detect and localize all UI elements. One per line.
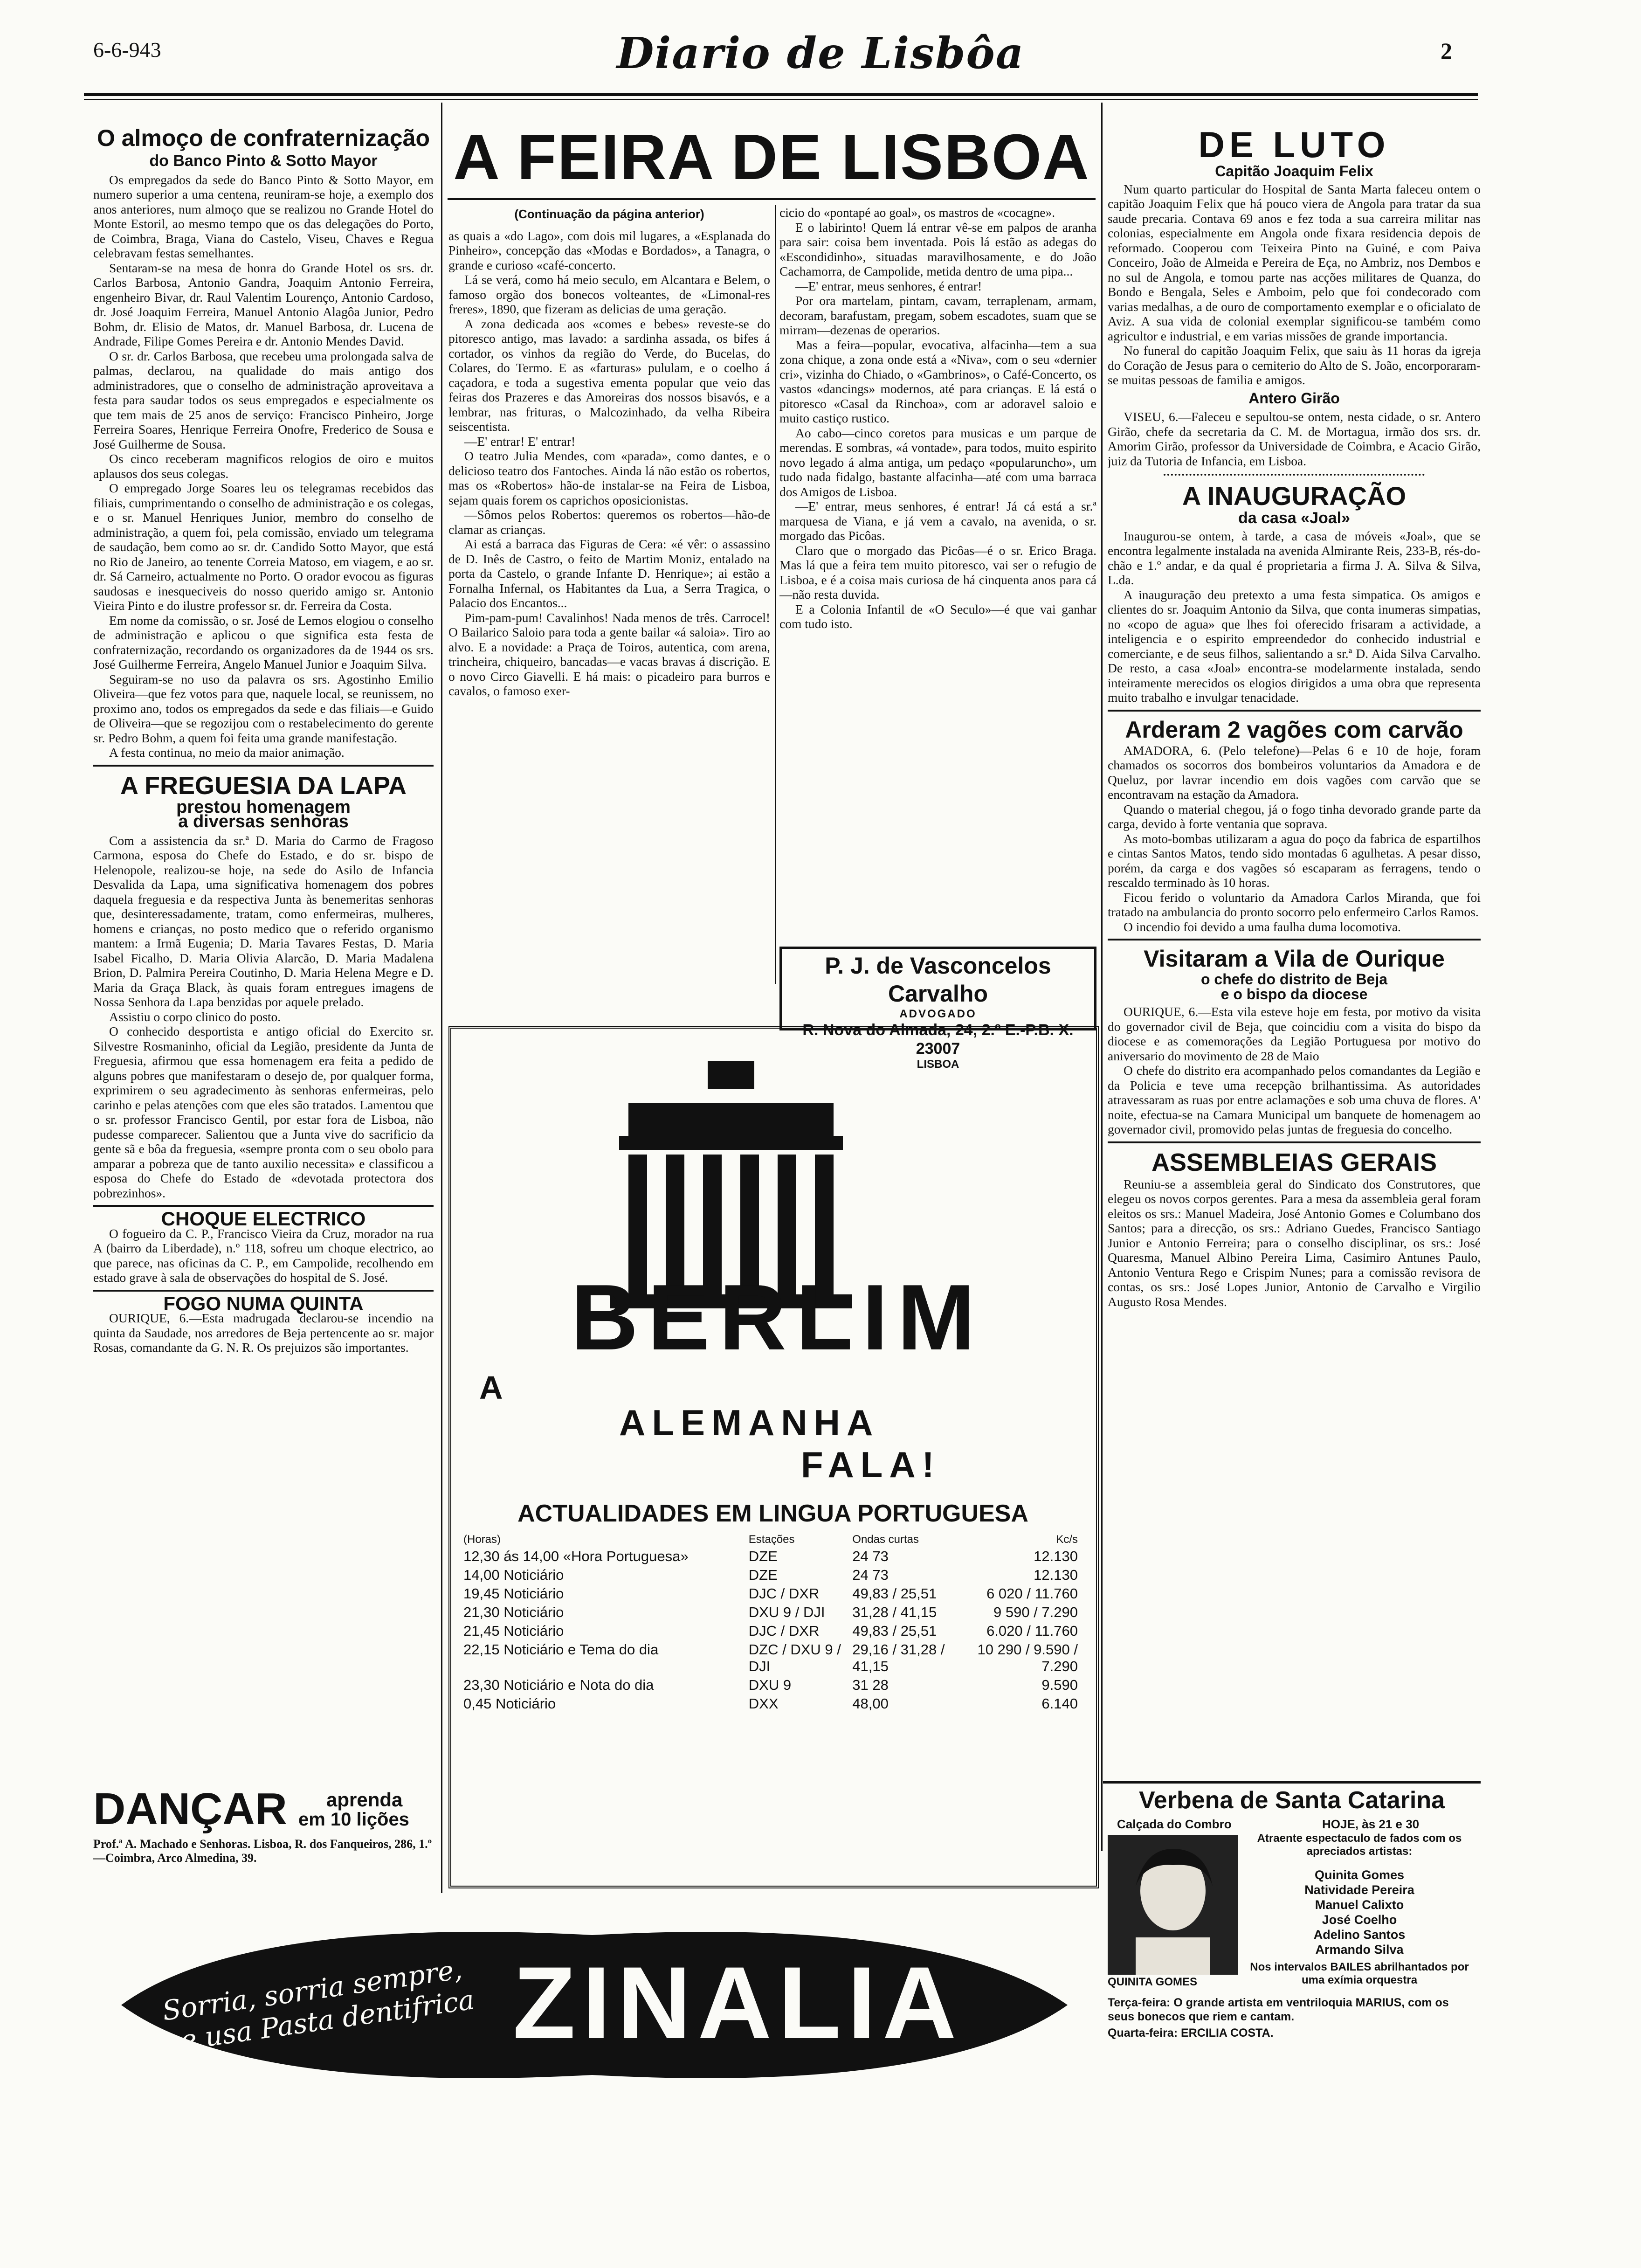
paragraph: Inaugurou-se ontem, à tarde, a casa de móveis «Joal», que se encontra legalmente instalada na avenida Almirante Reis, 233-B, rés-do-chão e 1.º andar, e da qual é proprietaria a firma J. A. Silva & Silva, L.da. bbox=[1108, 528, 1481, 587]
paragraph: A zona dedicada aos «comes e bebes» reveste-se do pitoresco antigo, mas lavado: a sardinha assada, os bifes á cortador, os vinhos da região do Verde, do Bucelas, do Colares, do Termo. E as «farturas» pululam, e o coelho á caçadora, e toda a sugestiva ementa popular que veio das feiras dos Prazeres e das Amoreiras dos nossos bisavós, e a lembrar, nas frituras, o Malcozinhado, da velha Ribeira seiscentista. bbox=[448, 316, 770, 434]
article-title: Visitaram a Vila de Ourique bbox=[1144, 946, 1445, 972]
article-subtitle: do Banco Pinto & Sotto Mayor bbox=[149, 152, 378, 170]
left-column bbox=[93, 125, 434, 1766]
masthead-title: Diario de Lisbôa bbox=[616, 28, 1025, 78]
paragraph: O chefe do distrito era acompanhado pelos comandantes da Legião e da Policia e teve uma recepção brilhantissima. As autoridades atravessaram as ruas por entre aclamações e sob uma chuva de flores. A' noite, efectua-se na Camara Municipal um banquete de homenagem ao governador civil, promovido pelas juntas de freguesia do concelho. bbox=[1108, 1063, 1481, 1136]
paragraph: —E' entrar! E' entrar! bbox=[464, 434, 576, 449]
paragraph: Ficou ferido o voluntario da Amadora Carlos Miranda, que foi tratado na ambulancia do pronto socorro pelo enfermeiro Carlos Ramos. bbox=[1108, 890, 1481, 919]
verbena-title: Verbena de Santa Catarina bbox=[1138, 1787, 1445, 1814]
paragraph: O fogueiro da C. P., Francisco Vieira da Cruz, morador na rua A (bairro da Liberdade), n.º 118, sofreu um choque electrico, ao que parece, nas oficinas da C. P., em Campolide, recolhendo em estado grave à sala de observações do hospital de S. José. bbox=[93, 1226, 434, 1285]
table-header-row bbox=[461, 1532, 1081, 1547]
cell: 10 290 / 9.590 / 7.290 bbox=[977, 1641, 1078, 1674]
paragraph: Assistiu o corpo clinico do posto. bbox=[109, 1009, 281, 1024]
cell: 12.130 bbox=[1034, 1567, 1078, 1583]
cell: 23,30 Noticiário e Nota do dia bbox=[463, 1677, 654, 1693]
paragraph: OURIQUE, 6.—Esta vila esteve hoje em festa, por motivo da visita do governador civil de Beja, que coincidiu com a visita do bispo da diocese e as comemorações da Legião Portuguesa por motivo do aniversario do movimento de 28 de Maio bbox=[1108, 1004, 1481, 1063]
paragraph: O sr. dr. Carlos Barbosa, que recebeu uma prolongada salva de palmas, declarou, na qualidade do mais antigo dos administradores, que o conselho de administração aproveitava a festa para saudar todos os seus empregados e especialmente os que tem mais de 25 anos de serviço: Francisco Pinheiro, Jorge Ferreira Soares, Henrique Ferreira Onofre, Frederico de Sousa e José Guilherme de Sousa. bbox=[93, 348, 434, 451]
table-row bbox=[461, 1676, 1081, 1694]
ad-small-line: aprenda bbox=[326, 1789, 403, 1811]
article-subtitle: e o bispo da diocese bbox=[1220, 985, 1368, 1003]
list-item: Natividade Pereira bbox=[1304, 1883, 1414, 1897]
cell: DJC / DXR bbox=[748, 1623, 820, 1639]
cell: 49,83 / 25,51 bbox=[852, 1623, 937, 1639]
list-item: Armando Silva bbox=[1315, 1943, 1404, 1957]
paragraph: Lá se verá, como há meio seculo, em Alcantara e Belem, o famoso orgão dos bonecos volteantes, de «Limonal-res freres», 1890, que fizeram as delicias de uma geração. bbox=[448, 272, 770, 316]
ad-address: Prof.ª A. Machado e Senhoras. Lisboa, R. dos Fanqueiros, 286, 1.º—Coimbra, Arco Almedina, 39. bbox=[93, 1837, 432, 1865]
paragraph: Por ora martelam, pintam, cavam, terraplenam, armam, decoram, barafustam, pregam, sobem escadotes, suam que se mirram—dezenas de operarios. bbox=[779, 293, 1096, 337]
ad-headline: DANÇAR bbox=[93, 1784, 287, 1834]
cell: 21,45 Noticiário bbox=[463, 1623, 564, 1639]
table-row bbox=[461, 1640, 1081, 1676]
cell: 9.590 bbox=[1041, 1677, 1078, 1693]
paragraph: Seguiram-se no uso da palavra os srs. Agostinho Emilio Oliveira—que fez votos para que, naquele local, se reunissem, no proximo ano, todos os empregados da sede e das filiais—e Guido de Oliveira—que se regozijou com o restabelecimento do gerente sr. Pedro Bohm, a quem foi feita uma grande manifestação. bbox=[93, 671, 434, 745]
dance-lessons-ad bbox=[93, 1786, 434, 1872]
header-rule bbox=[84, 93, 1478, 96]
berlin-radio-ad bbox=[448, 1026, 1099, 1888]
article-title: CHOQUE ELECTRICO bbox=[161, 1208, 366, 1230]
berlin-headline: BERLIM bbox=[571, 1265, 985, 1369]
lawyer-ad bbox=[779, 947, 1096, 1071]
article-title: A INAUGURAÇÃO bbox=[1182, 481, 1407, 511]
zinalia-slogan: Sorria, sorria sempre, se usa Pasta dentifrica bbox=[160, 1953, 476, 2059]
article-subtitle: Capitão Joaquim Felix bbox=[1215, 163, 1373, 180]
verbena-tuesday: Terça-feira: O grande artista em ventriloquia MARIUS, com os seus bonecos que riem e cantam. bbox=[1108, 1996, 1449, 2023]
paragraph: O incendio foi devido a uma faulha duma locomotiva. bbox=[1124, 919, 1401, 934]
divider bbox=[93, 765, 434, 767]
verbena-wednesday: Quarta-feira: ERCILIA COSTA. bbox=[1108, 2026, 1274, 2040]
paragraph: As moto-bombas utilizaram a agua do poço da fabrica de espartilhos e cintas Santos Matos, tendo sido montadas 6 agulhetas. A pesar disso, porém, da carga e dos vagões só escaparam as ferragens, tendo o rescaldo terminado às 10 horas. bbox=[1108, 831, 1481, 890]
zinalia-ad bbox=[103, 1907, 1086, 2103]
ad-small-line: em 10 lições bbox=[298, 1809, 409, 1830]
verbena-ad bbox=[1103, 1781, 1481, 2073]
cell: 21,30 Noticiário bbox=[463, 1604, 564, 1620]
schedule-table-wrapper bbox=[461, 1532, 1081, 1713]
cell: 31,28 / 41,15 bbox=[852, 1604, 937, 1620]
article-subtitle: da casa «Joal» bbox=[1238, 509, 1351, 527]
cell: 29,16 / 31,28 / 41,15 bbox=[852, 1641, 945, 1674]
divider bbox=[1108, 710, 1481, 712]
lawyer-address: R. Nova do Almada, 24, 2.º E.-P.B. X. 23007 bbox=[802, 1021, 1074, 1058]
lawyer-role: ADVOGADO bbox=[899, 1008, 977, 1020]
article-subtitle: o chefe do distrito de Beja bbox=[1200, 971, 1388, 988]
cell: 6.140 bbox=[1041, 1695, 1078, 1712]
verbena-hours: HOJE, às 21 e 30 bbox=[1322, 1817, 1420, 1831]
paragraph: E o labirinto! Quem lá entrar vê-se em palpos de aranha para sair: coisa bem inventada. Pois lá estão as adegas do «Escondidinho», situadas maravilhosamente, e do João Cachamorra, de Campolide, metida dentro de uma pipa... bbox=[779, 220, 1096, 278]
lawyer-city: LISBOA bbox=[917, 1058, 959, 1071]
berlin-line2: FALA! bbox=[801, 1444, 941, 1485]
col-header: Ondas curtas bbox=[852, 1533, 919, 1546]
paragraph: VISEU, 6.—Faleceu e sepultou-se ontem, nesta cidade, o sr. Antero Girão, chefe da secretaria da C. M. de Mortagua, irmão dos srs. dr. Amorim Girão, professor da Universidade de Coimbra, e Acacio Girão, juiz da Tutoria de Infancia, em Lisboa. bbox=[1108, 409, 1481, 468]
divider bbox=[1108, 939, 1481, 940]
berlin-a: A bbox=[479, 1369, 503, 1406]
col-header: Kc/s bbox=[1056, 1533, 1078, 1546]
cell: DZC / DXU 9 / DJI bbox=[748, 1641, 841, 1674]
cell: DZE bbox=[748, 1567, 778, 1583]
divider bbox=[1164, 474, 1425, 476]
cell: 9 590 / 7.290 bbox=[993, 1604, 1078, 1620]
paragraph: A inauguração deu pretexto a uma festa simpatica. Os amigos e clientes do sr. Joaquim Antonio da Silva, que conta inumeras simpatias, no «copo de agua» que lhes foi oferecido frisaram a actividade, a inteligencia e o espirito empreendedor do conhecido industrial e comerciante, e de seus filhos, salientando a sr.ª D. Aida Silva Carvalho. De resto, a casa «Joal» encontra-se modelarmente instalada, sendo inteiramente merecidos os elogios dirigidos a uma obra que representa muito trabalho e invulgar tenacidade. bbox=[1108, 587, 1481, 705]
cell: 14,00 Noticiário bbox=[463, 1567, 564, 1583]
schedule-heading: ACTUALIDADES EM LINGUA PORTUGUESA bbox=[517, 1500, 1028, 1527]
paragraph: O conhecido desportista e antigo oficial do Exercito sr. Silvestre Rosmaninho, oficial da Legião, presidente da Junta de Freguesia, afirmou que essa homenagem era feita a pedido de alguns pobres que manifestaram o desejo de, por qualquer forma, exprimirem o seu agradecimento às senhoras enfermeiras, pelo carinho e pelas atenções com que eles são tratados. Lamentou que o sr. professor Francisco Gentil, por estar fora de Lisboa, não pudesse comparecer. Salientou que a Junta vive do sacrificio da gente sã e bôa da freguesia, «sempre pronta com o seu obolo para amparar a pobreza que de tanto auxilio necessita» e classificou a esposa do Chefe do Estado de «devotada protectora dos pobrezinhos». bbox=[93, 1024, 434, 1200]
article-title: ASSEMBLEIAS GERAIS bbox=[1151, 1148, 1437, 1176]
paragraph: cicio do «pontapé ao goal», os mastros de «cocagne». bbox=[779, 205, 1055, 220]
paragraph: OURIQUE, 6.—Esta madrugada declarou-se incendio na quinta da Saudade, nos arredores de Beja pertencente ao sr. major Rosas, comandante da G. N. R. Os prejuizos são importantes. bbox=[93, 1311, 434, 1355]
cell: 24 73 bbox=[852, 1567, 889, 1583]
feature-column-a bbox=[448, 205, 770, 984]
paragraph: O empregado Jorge Soares leu os telegramas recebidos das filiais, cumprimentando o conselho de administração e os colegas, e o sr. Manuel Henriques Junior, membro do conselho de administração, a quem foi, pela comissão, enviado um telegrama de saudação, bem como ao sr. dr. Candido Sotto Mayor, que está no Rio de Janeiro, ao tenente Correia Matoso, em viagem, e ao sr. dr. Sá Carneiro, actualmente no Porto. O orador evocou as figuras saudosas e inesqueciveis do nosso querido amigo sr. Antonio Vieira Pinto e do ilustre professor sr. dr. Ferreira da Costa. bbox=[93, 481, 434, 613]
col-header: (Horas) bbox=[463, 1533, 501, 1546]
cell: DZE bbox=[748, 1548, 778, 1564]
paragraph: AMADORA, 6. (Pelo telefone)—Pelas 6 e 10 de hoje, foram chamados os socorros dos bombeiros voluntarios da Amadora e de Queluz, por lavrar incendio em dois vagões com carvão que se encontravam na estação da Amadora. bbox=[1108, 743, 1481, 802]
paragraph: O teatro Julia Mendes, com «parada», como dantes, e o delicioso teatro dos Fantoches. Ainda lá não estão os robertos, mas os «Robertos» hão-de instalar-se na Feira de Lisboa, sejam quais forem os caprichos oposicionistas. bbox=[448, 449, 770, 507]
verbena-bailes: Nos intervalos BAILES abrilhantados por uma exímia orquestra bbox=[1250, 1961, 1469, 1986]
table-row bbox=[461, 1547, 1081, 1566]
article-title: O almoço de confraternização bbox=[97, 125, 430, 151]
schedule-table bbox=[461, 1532, 1081, 1713]
cell: DXU 9 bbox=[748, 1677, 792, 1693]
paragraph: —Sômos pelos Robertos: queremos os robertos—hão-de clamar as crianças. bbox=[448, 507, 770, 537]
list-item: Quinita Gomes bbox=[1314, 1868, 1405, 1882]
cell: 49,83 / 25,51 bbox=[852, 1585, 937, 1602]
header-date: 6-6-943 bbox=[93, 38, 161, 62]
paragraph: as quais a «do Lago», com dois mil lugares, a «Esplanada do Pinheiro», concepção das «Modas e Bordados», a Tanagra, o grande e curioso «café-concerto. bbox=[448, 228, 770, 272]
paragraph: Reuniu-se a assembleia geral do Sindicato dos Construtores, que elegeu os novos corpos gerentes. Para a mesa da assembleia geral foram eleitos os srs.: Manuel Madeira, José Antonio Gomes e Columbano dos Santos; para a direcção, os srs.: Adriano Guedes, Francisco Santiago Junior e Antonio Ferreira; para o conselho disciplinar, os srs.: José Quaresma, Manuel Albino Pereira Lima, Casimiro Antunes Paulo, Antonio Ventura Rego e Crispim Nunes; para a comissão revisora de contas, os srs.: José Lopes Junior, Antonio de Carvalho e Virgilio Augusto Rosa Mendes. bbox=[1108, 1176, 1481, 1309]
table-row bbox=[461, 1622, 1081, 1640]
column-divider bbox=[1101, 103, 1103, 1851]
column-divider bbox=[775, 205, 776, 984]
zinalia-brand: ZINALIA bbox=[513, 1945, 963, 2060]
photo-caption: QUINITA GOMES bbox=[1108, 1976, 1197, 1988]
cell: 6.020 / 11.760 bbox=[986, 1623, 1078, 1639]
paragraph: Os empregados da sede do Banco Pinto & Sotto Mayor, em numero superior a uma centena, reuniram-se hoje, a exemplo dos anos anteriores, num almoço que se realizou no Grande Hotel do Monte Estoril, ao mesmo tempo que os das delegações do Porto, de Coimbra, Braga, Viana do Castelo, Viseu, Chaves e Regua celebravam festas semelhantes. bbox=[93, 172, 434, 260]
cell: DJC / DXR bbox=[748, 1585, 820, 1602]
list-item: Manuel Calixto bbox=[1315, 1898, 1404, 1912]
paragraph: Em nome da comissão, o sr. José de Lemos elogiou o conselho de administração e aplicou o que significa esta festa de confraternização, recordando os organizadores da de 1944 os srs. José Guilherme Ferreira, Angelo Manuel Junior e Joaquim Silva. bbox=[93, 613, 434, 671]
list-item: Adelino Santos bbox=[1313, 1928, 1406, 1942]
paragraph: A festa continua, no meio da maior animação. bbox=[109, 745, 345, 760]
right-column bbox=[1108, 125, 1481, 1729]
column-divider bbox=[441, 103, 442, 1893]
article-title: DE LUTO bbox=[1198, 125, 1390, 165]
table-row bbox=[461, 1603, 1081, 1622]
performer-photo bbox=[1108, 1835, 1238, 1975]
lawyer-name: P. J. de Vasconcelos Carvalho bbox=[825, 953, 1051, 1007]
cell: 12,30 ás 14,00 «Hora Portuguesa» bbox=[463, 1548, 689, 1564]
paragraph: E a Colonia Infantil de «O Seculo»—é que vai ganhar com tudo isto. bbox=[779, 602, 1096, 631]
paragraph: Claro que o morgado das Picôas—é o sr. Erico Braga. Mas lá que a feira tem muito pitoresco, vai ser o refugio de Lisboa, e é a coisa mais curiosa de há cinquenta anos para cá—não resta duvida. bbox=[779, 543, 1096, 602]
cell: 19,45 Noticiário bbox=[463, 1585, 564, 1602]
cell: 12.130 bbox=[1034, 1548, 1078, 1564]
cell: 24 73 bbox=[852, 1548, 889, 1564]
paragraph: Ai está a barraca das Figuras de Cera: «é vêr: o assassino de D. Inês de Castro, o feito de Martim Moniz, entalado na porta da Castelo, o grande Infante D. Henrique»; ai estão a Fornalha Infernal, os Habitantes da Lua, a Serra Tragica, o Palacio dos Encantos... bbox=[448, 537, 770, 610]
article-subtitle: prestou homenagem bbox=[176, 797, 351, 817]
article-title: A FREGUESIA DA LAPA bbox=[120, 771, 407, 800]
cell: 48,00 bbox=[852, 1695, 889, 1712]
paragraph: Com a assistencia da sr.ª D. Maria do Carmo de Fragoso Carmona, esposa do Chefe do Estado, e do sr. bispo de Helenopole, realizou-se hoje, na sede do Asilo de Infancia Desvalida da Lapa, uma significativa homenagem dos pobres daquela freguesia e da respectiva Junta às benemeritas senhoras que, desinteressadamente, tratam, como enfermeiras, mulheres, homens e crianças, no posto medico que o referido organismo mantem: a Irmã Eugenia; D. Maria Tavares Festas, D. Maria Isabel Ficalho, D. Maria Olivia Alarcão, D. Maria Madalena Brion, D. Palmira Pereira Coutinho, D. Maria Helena Megre e D. Maria da Graça Black, às quais foram entregues imagens de Nossa Senhora da Lapa benzidas por aquele prelado. bbox=[93, 833, 434, 1009]
col-header: Estações bbox=[748, 1533, 795, 1546]
berlin-line1: ALEMANHA bbox=[619, 1402, 880, 1443]
article-title: FOGO NUMA QUINTA bbox=[163, 1292, 364, 1314]
paragraph: —E' entrar, meus senhores, é entrar! bbox=[795, 278, 982, 293]
paragraph: No funeral do capitão Joaquim Felix, que saiu às 11 horas da igreja do Coração de Jesus para o cemiterio do Alto de S. João, encorporaram-se muitas pessoas de familia e amigos. bbox=[1108, 343, 1481, 387]
paragraph: Ao cabo—cinco coretos para musicas e um parque de merendas. E sombras, «á vontade», para todos, muito espirito novo legado á alma antiga, um pedaço «popularuncho», um tudo nada fidalgo, bastante alfacinha—até com uma barraca dos Amigos de Lisboa. bbox=[779, 425, 1096, 499]
performer-portrait-icon bbox=[1108, 1835, 1238, 1975]
table-row bbox=[461, 1694, 1081, 1713]
title-rule bbox=[448, 198, 1096, 200]
page-number: 2 bbox=[1441, 38, 1452, 64]
paragraph: Sentaram-se na mesa de honra do Grande Hotel os srs. dr. Carlos Barbosa, Antonio Gandra, Joaquim Antonio Ferreira, engenheiro Bivar, dr. Raul Valentim Lourenço, Antonio Cardoso, dr. José Joaquim Ferreira, Manuel Antonio Alagôa Junior, Pedro Bohm, dr. Elisio de Matos, dr. Manuel Barbosa, dr. Lucena de Andrade, Filipe Gomes Pereira e dr. Antonio Mendes David. bbox=[93, 260, 434, 348]
feature-title: A FEIRA DE LISBOA bbox=[453, 121, 1090, 193]
feature-column-b bbox=[779, 205, 1096, 956]
table-row bbox=[461, 1584, 1081, 1603]
divider bbox=[1108, 1141, 1481, 1143]
paragraph: Quando o material chegou, já o fogo tinha devorado grande parte da carga, devido à forte ventania que soprava. bbox=[1108, 802, 1481, 831]
divider bbox=[93, 1205, 434, 1207]
paragraph: —E' entrar, meus senhores, é entrar! Já cá está a sr.ª marquesa de Viana, e já vem a cavalo, na avenida, o sr. morgado das Picôas. bbox=[779, 499, 1096, 543]
article-subtitle: Antero Girão bbox=[1248, 389, 1340, 407]
article-title: Arderam 2 vagões com carvão bbox=[1125, 716, 1463, 743]
paragraph: Os cinco receberam magnificos relogios de oiro e muitos aplausos dos seus colegas. bbox=[93, 451, 434, 481]
cell: 6 020 / 11.760 bbox=[986, 1585, 1078, 1602]
list-item: José Coelho bbox=[1322, 1913, 1397, 1927]
cell: 0,45 Noticiário bbox=[463, 1695, 556, 1712]
cell: DXX bbox=[748, 1695, 779, 1712]
verbena-intro: Atraente espectaculo de fados com os apreciados artistas: bbox=[1257, 1832, 1462, 1858]
cell: 22,15 Noticiário e Tema do dia bbox=[463, 1641, 659, 1658]
paragraph: Pim-pam-pum! Cavalinhos! Nada menos de três. Carrocel! O Bailarico Saloio para toda a gente bailar «á saloia». Tiro ao alvo. E a novidade: a Praça de Toiros, autentica, com arena, trincheira, chiqueiro, bancadas—e vacas bravas á discrição. E o novo Circo Giavelli. E há mais: o picadeiro para burros e cavalos, o famoso exer- bbox=[448, 610, 770, 698]
divider bbox=[93, 1290, 434, 1292]
cell: 31 28 bbox=[852, 1677, 889, 1693]
article-subtitle: a diversas senhoras bbox=[178, 812, 349, 831]
verbena-place: Calçada do Combro bbox=[1117, 1817, 1232, 1831]
table-row bbox=[461, 1566, 1081, 1584]
continuation-note: (Continuação da página anterior) bbox=[514, 207, 704, 221]
cell: DXU 9 / DJI bbox=[748, 1604, 825, 1620]
paragraph: Num quarto particular do Hospital de Santa Marta faleceu ontem o capitão Joaquim Felix que há pouco viera de Angola para tratar da sua saude precaria. Contava 69 anos e fez toda a sua carreira militar nas colonias, especialmente em Angola onde fixara residencia depois de reformado. Cooperou com Teixeira Pinto na Guiné, e com Paiva Conceiro, João de Almeida e Pereira de Eça, no Ambriz, nos Dembos e no sul de Angola, e tomou parte nas acções militares de Quanza, do Bondo e Bengala, Seles e Amboim, pelo que foi condecorado com varias medalhas, a de ouro de comportamento exemplar e o oficialato de Aviz. A sua vida de colonial exemplar significou-se também como agricultor e industrial, e em varias missões de grande importancia. bbox=[1108, 181, 1481, 343]
paragraph: Mas a feira—popular, evocativa, alfacinha—tem a sua zona chique, a zona onde está a «Niva», com o seu «dernier cri», vizinha do Chiado, o «Gambrinos», o Café-Concerto, os vastos «dancings» modernos, até para crianças. E lá está o pitoresco «Casal da Rinchoa», com ar adoravel saloio e muito castiço rustico. bbox=[779, 337, 1096, 425]
header-rule-thin bbox=[84, 99, 1478, 100]
artist-list bbox=[1243, 1867, 1476, 1957]
